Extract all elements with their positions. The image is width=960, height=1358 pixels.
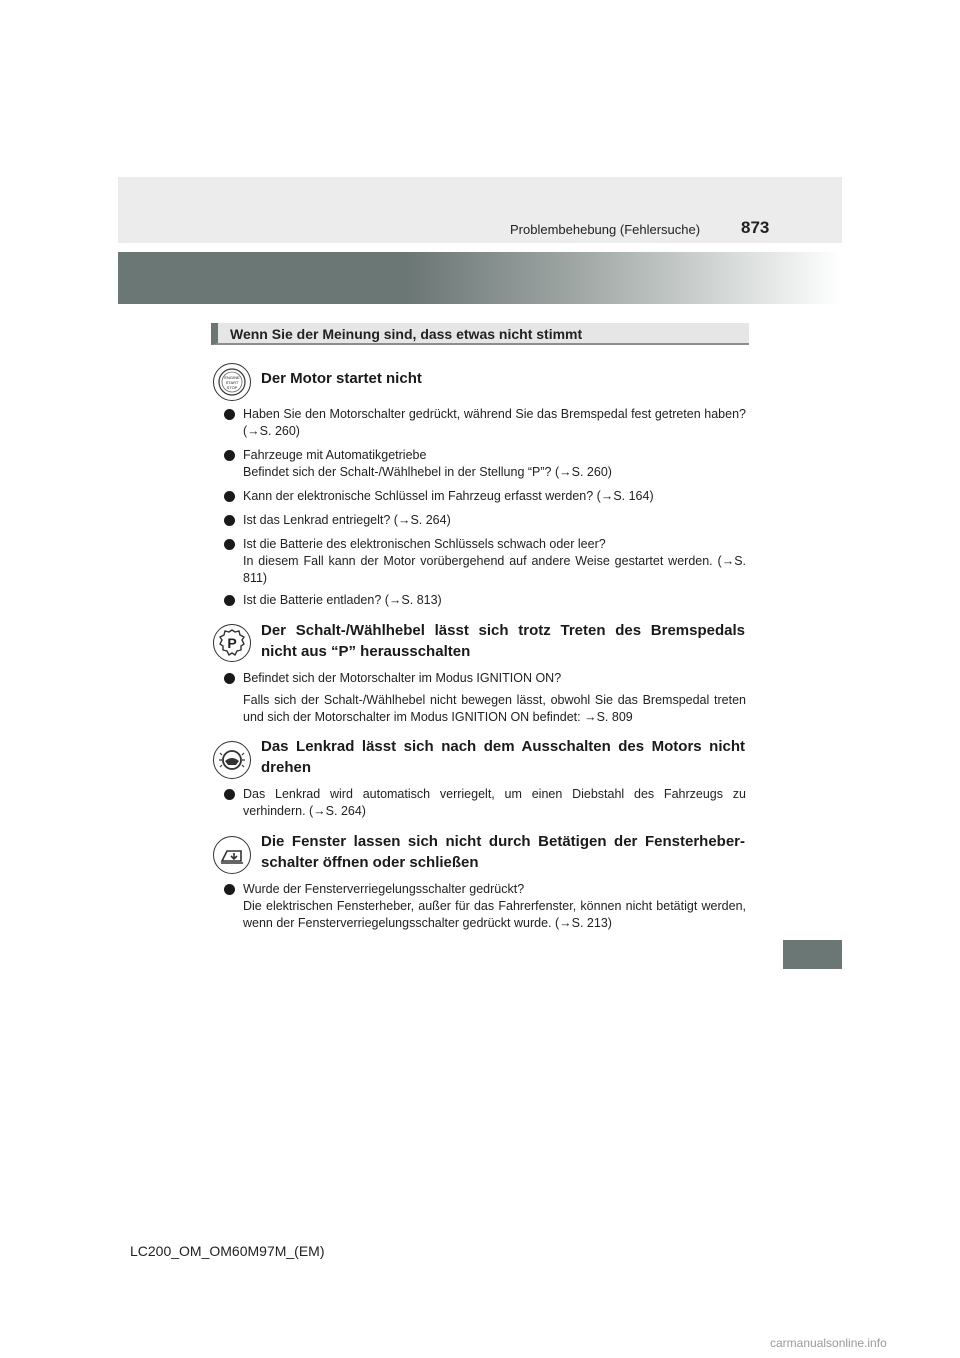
list-item: Befindet sich der Motorschalter im Modus IGNITION ON? — [224, 670, 746, 687]
list-item: Das Lenkrad wird automatisch verriegelt, um einen Diebstahl des Fahrzeugs zu verhindern. (→S. 264) — [224, 786, 746, 820]
list-item: Wurde der Fensterverriegelungsschalter gedrückt? Die elektrischen Fensterheber, außer für das Fahrerfenster, können nicht betätigt werden, wenn der Fensterverriegelungsschalter gedrückt wurde. (→S. 213) — [224, 881, 746, 932]
steering-wheel-lock-icon — [213, 741, 251, 779]
bullet-icon — [224, 539, 235, 550]
section-heading-text: Wenn Sie der Meinung sind, dass etwas nicht stimmt — [230, 326, 583, 342]
block-title: Der Schalt-/Wählhebel lässt sich trotz Treten des Bremspedals nicht aus “P” herausschalten — [261, 622, 745, 660]
bullet-icon — [224, 491, 235, 502]
document-code: LC200_OM_OM60M97M_(EM) — [130, 1243, 325, 1259]
page-number: 873 — [741, 218, 770, 237]
section-heading — [211, 323, 749, 345]
block-title: Die Fenster lassen sich nicht durch Betätigen der Fensterheber-schalter öffnen oder schließen — [261, 833, 745, 871]
svg-text:ENGINE: ENGINE — [224, 375, 240, 380]
svg-text:STOP: STOP — [226, 385, 238, 390]
park-gear-icon — [213, 624, 251, 662]
list-item: Ist die Batterie des elektronischen Schlüssels schwach oder leer? In diesem Fall kann der Motor vorübergehend auf andere Weise gestartet werden. (→S. 811) — [224, 536, 746, 587]
bullet-icon — [224, 673, 235, 684]
paragraph: Falls sich der Schalt-/Wählhebel nicht bewegen lässt, obwohl Sie das Bremspedal treten und sich der Motorschalter im Modus IGNITION ON befindet: →S. 809 — [243, 693, 746, 724]
block-title: Der Motor startet nicht — [261, 370, 422, 387]
list-item: Fahrzeuge mit Automatikgetriebe Befindet sich der Schalt-/Wählhebel in der Stellung “P”? (→S. 260) — [224, 447, 746, 481]
bullet-icon — [224, 409, 235, 420]
list-item: Kann der elektronische Schlüssel im Fahrzeug erfasst werden? (→S. 164) — [224, 488, 746, 505]
header-band — [118, 177, 842, 243]
bullet-icon — [224, 450, 235, 461]
window-switch-icon — [213, 836, 251, 874]
block-title: Das Lenkrad lässt sich nach dem Ausschalten des Motors nicht drehen — [261, 738, 745, 776]
svg-text:START: START — [225, 380, 239, 385]
list-item: Haben Sie den Motorschalter gedrückt, während Sie das Bremspedal fest getreten haben? (→S. 260) — [224, 406, 746, 440]
chapter-banner — [118, 252, 842, 304]
running-header-title: Problembehebung (Fehlersuche) — [510, 222, 701, 237]
watermark: carmanualsonline.info — [770, 1336, 887, 1350]
bullet-icon — [224, 884, 235, 895]
svg-text:P: P — [227, 635, 237, 651]
chapter-tab — [783, 940, 842, 969]
bullet-icon — [224, 789, 235, 800]
engine-start-stop-icon — [213, 363, 251, 401]
list-item: Ist die Batterie entladen? (→S. 813) — [224, 592, 746, 609]
list-item: Ist das Lenkrad entriegelt? (→S. 264) — [224, 512, 746, 529]
bullet-icon — [224, 595, 235, 606]
bullet-icon — [224, 515, 235, 526]
